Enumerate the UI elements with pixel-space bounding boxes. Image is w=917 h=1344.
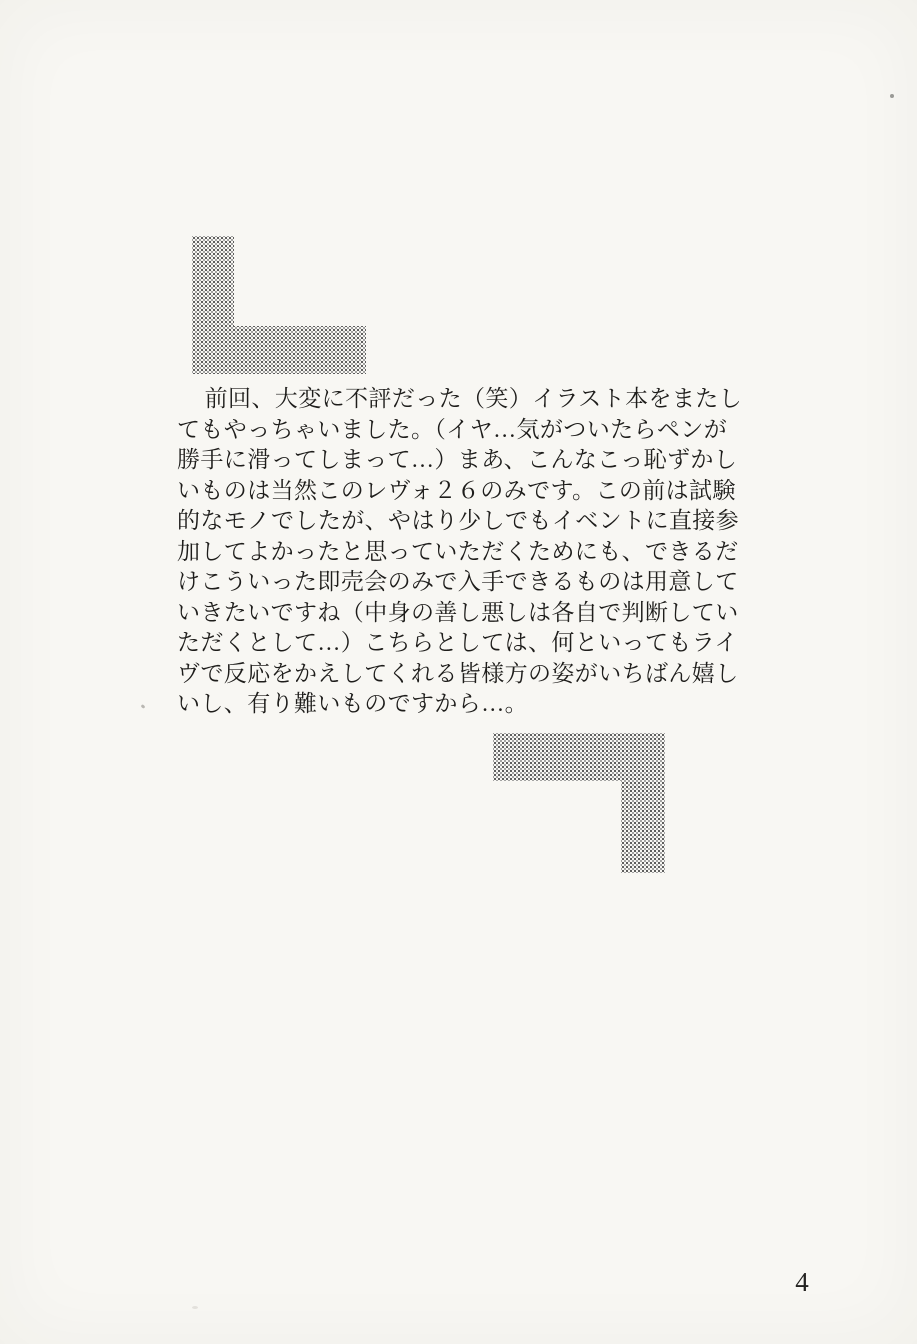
text-line: 勝手に滑ってしまって…）まあ、こんなこっ恥ずかし — [177, 447, 738, 472]
text-line: けこういった即売会のみで入手できるものは用意して — [177, 569, 739, 594]
text-line: いし、有り難いものですから…。 — [177, 691, 528, 716]
page-number: 4 — [795, 1267, 809, 1297]
text-line: いきたいですね（中身の善し悪しは各自で判断してい — [177, 599, 739, 625]
text-line: ヴで反応をかえしてくれる皆様方の姿がいちばん嬉し — [177, 660, 739, 686]
scan-speck — [890, 94, 894, 98]
text-line: ただくとして…）こちらとしては、何といってもライ — [177, 630, 738, 655]
afterword-paragraph — [177, 384, 743, 720]
text-line: 加してよかったと思っていただくためにも、できるだ — [177, 538, 739, 564]
halftone-screentone-bottom-right-icon — [493, 733, 665, 873]
text-line: 的なモノでしたが、やはり少しでもイベントに直接参 — [177, 508, 740, 533]
scan-speck — [192, 1306, 198, 1309]
text-line: 前回、大変に不評だった（笑）イラスト本をまたし — [204, 386, 743, 411]
text-line: てもやっちゃいました。（イヤ…気がついたらペンが — [177, 416, 728, 442]
text-line: いものは当然このレヴォ２６のみです。この前は試験 — [177, 477, 736, 503]
halftone-screentone-top-left-icon — [192, 236, 366, 374]
scan-speck — [141, 704, 146, 709]
